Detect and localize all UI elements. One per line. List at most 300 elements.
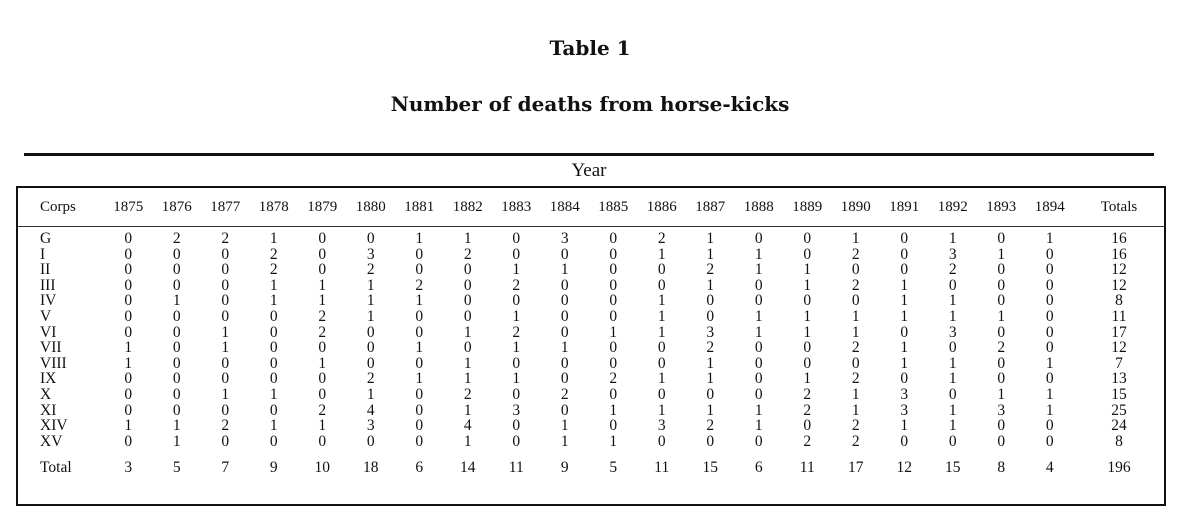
value-cell: 0 [415, 245, 424, 263]
value-cell: 0 [997, 417, 1006, 435]
value-cell: 1 [415, 339, 424, 357]
corps-cell: G [40, 230, 52, 247]
table-row [18, 403, 1164, 419]
value-cell: 1 [269, 230, 278, 247]
table-row [18, 418, 1164, 434]
table-row [18, 278, 1164, 294]
value-cell: 0 [124, 432, 133, 450]
value-cell: 3 [366, 245, 375, 263]
value-cell: 1 [657, 401, 666, 419]
value-cell: 3 [900, 401, 909, 419]
value-cell: 1 [463, 432, 472, 450]
value-cell: 0 [124, 261, 133, 279]
value-cell: 1 [366, 385, 375, 403]
value-cell: 0 [269, 401, 278, 419]
header-year: 1891 [889, 198, 920, 215]
value-cell: 2 [318, 307, 327, 325]
header-year: 1882 [452, 198, 483, 215]
value-cell: 1 [512, 307, 521, 325]
header-year: 1892 [937, 198, 968, 215]
value-cell: 2 [415, 276, 424, 294]
row-total-cell: 25 [1111, 401, 1127, 419]
value-cell: 0 [1045, 370, 1054, 388]
footer-value-cell: 4 [1045, 459, 1054, 477]
value-cell: 1 [269, 276, 278, 294]
row-total-cell: 12 [1111, 339, 1127, 357]
row-total-cell: 7 [1115, 354, 1123, 372]
value-cell: 2 [657, 230, 666, 247]
value-cell: 0 [803, 339, 812, 357]
header-corps: Corps [40, 198, 76, 215]
value-cell: 1 [803, 276, 812, 294]
value-cell: 0 [415, 354, 424, 372]
row-total-cell: 8 [1115, 292, 1123, 310]
value-cell: 1 [560, 261, 569, 279]
value-cell: 0 [415, 261, 424, 279]
footer-value-cell: 11 [508, 459, 524, 477]
value-cell: 2 [463, 385, 472, 403]
footer-value-cell: 18 [363, 459, 379, 477]
value-cell: 0 [997, 292, 1006, 310]
table-title: Number of deaths from horse-kicks [390, 92, 790, 116]
value-cell: 0 [221, 245, 230, 263]
value-cell: 1 [851, 401, 860, 419]
value-cell: 3 [900, 385, 909, 403]
value-cell: 1 [657, 245, 666, 263]
value-cell: 0 [124, 276, 133, 294]
value-cell: 1 [657, 370, 666, 388]
value-cell: 0 [609, 307, 618, 325]
value-cell: 1 [754, 401, 763, 419]
value-cell: 0 [997, 370, 1006, 388]
value-cell: 1 [851, 230, 860, 247]
row-total-cell: 15 [1111, 385, 1127, 403]
value-cell: 1 [172, 292, 181, 310]
footer-value-cell: 11 [799, 459, 815, 477]
value-cell: 0 [754, 230, 763, 247]
corps-cell: III [40, 276, 56, 294]
value-cell: 0 [609, 261, 618, 279]
value-cell: 0 [560, 292, 569, 310]
value-cell: 1 [900, 307, 909, 325]
value-cell: 0 [415, 323, 424, 341]
value-cell: 0 [172, 323, 181, 341]
row-total-cell: 12 [1111, 276, 1127, 294]
value-cell: 0 [948, 385, 957, 403]
value-cell: 0 [609, 339, 618, 357]
value-cell: 1 [463, 323, 472, 341]
value-cell: 1 [706, 245, 715, 263]
footer-value-cell: 17 [848, 459, 864, 477]
value-cell: 0 [609, 292, 618, 310]
value-cell: 1 [366, 276, 375, 294]
row-total-cell: 8 [1115, 432, 1123, 450]
value-cell: 0 [221, 307, 230, 325]
value-cell: 1 [754, 245, 763, 263]
value-cell: 0 [124, 385, 133, 403]
value-cell: 2 [706, 339, 715, 357]
header-year: 1880 [355, 198, 386, 215]
value-cell: 0 [366, 432, 375, 450]
header-year: 1884 [549, 198, 580, 215]
value-cell: 0 [172, 339, 181, 357]
value-cell: 0 [415, 401, 424, 419]
value-cell: 0 [851, 261, 860, 279]
value-cell: 0 [609, 230, 618, 247]
value-cell: 0 [609, 417, 618, 435]
value-cell: 1 [803, 370, 812, 388]
value-cell: 0 [803, 245, 812, 263]
corps-cell: XI [40, 401, 57, 419]
row-total-cell: 11 [1111, 307, 1127, 325]
footer-value-cell: 9 [269, 459, 278, 477]
value-cell: 1 [318, 276, 327, 294]
value-cell: 1 [948, 401, 957, 419]
total-row [18, 449, 1164, 483]
value-cell: 1 [318, 417, 327, 435]
value-cell: 0 [366, 354, 375, 372]
corps-cell: VI [40, 323, 57, 341]
value-cell: 0 [706, 385, 715, 403]
value-cell: 1 [706, 276, 715, 294]
value-cell: 4 [366, 401, 375, 419]
value-cell: 0 [318, 385, 327, 403]
table-row [18, 227, 1164, 247]
value-cell: 3 [512, 401, 521, 419]
grand-total-cell: 196 [1107, 459, 1131, 477]
value-cell: 0 [997, 261, 1006, 279]
value-cell: 0 [754, 292, 763, 310]
value-cell: 1 [900, 276, 909, 294]
value-cell: 1 [1045, 385, 1054, 403]
header-year: 1885 [598, 198, 629, 215]
value-cell: 1 [415, 230, 424, 247]
value-cell: 0 [1045, 432, 1054, 450]
value-cell: 0 [803, 417, 812, 435]
header-year: 1889 [792, 198, 823, 215]
value-cell: 0 [512, 230, 521, 247]
value-cell: 0 [172, 261, 181, 279]
value-cell: 1 [415, 370, 424, 388]
value-cell: 1 [366, 292, 375, 310]
value-cell: 0 [318, 432, 327, 450]
value-cell: 1 [463, 401, 472, 419]
footer-value-cell: 6 [754, 459, 763, 477]
header-year: 1876 [161, 198, 192, 215]
value-cell: 0 [657, 432, 666, 450]
value-cell: 0 [609, 245, 618, 263]
value-cell: 1 [657, 292, 666, 310]
value-cell: 0 [415, 307, 424, 325]
value-cell: 2 [803, 401, 812, 419]
value-cell: 1 [900, 339, 909, 357]
value-cell: 2 [851, 245, 860, 263]
value-cell: 0 [1045, 417, 1054, 435]
value-cell: 0 [609, 385, 618, 403]
value-cell: 0 [657, 339, 666, 357]
value-cell: 1 [948, 230, 957, 247]
value-cell: 2 [366, 370, 375, 388]
value-cell: 0 [415, 385, 424, 403]
header-year: 1887 [695, 198, 726, 215]
header-year: 1879 [307, 198, 338, 215]
value-cell: 1 [948, 292, 957, 310]
corps-cell: X [40, 385, 52, 403]
value-cell: 0 [900, 230, 909, 247]
value-cell: 1 [1045, 230, 1054, 247]
header-year: 1888 [743, 198, 774, 215]
footer-value-cell: 5 [172, 459, 181, 477]
value-cell: 0 [318, 370, 327, 388]
footer-value-cell: 12 [896, 459, 912, 477]
value-cell: 1 [318, 292, 327, 310]
value-cell: 1 [221, 339, 230, 357]
value-cell: 0 [269, 339, 278, 357]
value-cell: 0 [754, 276, 763, 294]
value-cell: 0 [269, 354, 278, 372]
row-total-cell: 13 [1111, 370, 1127, 388]
header-totals: Totals [1100, 198, 1138, 215]
value-cell: 1 [609, 323, 618, 341]
value-cell: 1 [657, 307, 666, 325]
value-cell: 0 [754, 354, 763, 372]
footer-value-cell: 15 [945, 459, 961, 477]
value-cell: 0 [221, 370, 230, 388]
value-cell: 3 [657, 417, 666, 435]
value-cell: 1 [269, 417, 278, 435]
value-cell: 2 [997, 339, 1006, 357]
row-total-cell: 16 [1111, 230, 1127, 247]
table-row [18, 293, 1164, 309]
value-cell: 1 [1045, 401, 1054, 419]
value-cell: 0 [415, 417, 424, 435]
value-cell: 0 [463, 276, 472, 294]
value-cell: 0 [463, 292, 472, 310]
value-cell: 2 [366, 261, 375, 279]
table-row [18, 340, 1164, 356]
value-cell: 1 [512, 339, 521, 357]
value-cell: 1 [948, 370, 957, 388]
value-cell: 0 [463, 339, 472, 357]
value-cell: 0 [172, 385, 181, 403]
header-row [18, 188, 1164, 227]
value-cell: 0 [221, 401, 230, 419]
value-cell: 1 [463, 230, 472, 247]
footer-value-cell: 3 [124, 459, 133, 477]
value-cell: 3 [948, 245, 957, 263]
value-cell: 0 [754, 339, 763, 357]
value-cell: 0 [366, 339, 375, 357]
corps-cell: II [40, 261, 51, 279]
value-cell: 0 [221, 354, 230, 372]
footer-value-cell: 14 [460, 459, 476, 477]
value-cell: 0 [657, 385, 666, 403]
value-cell: 0 [948, 339, 957, 357]
value-cell: 3 [948, 323, 957, 341]
value-cell: 0 [269, 323, 278, 341]
corps-cell: VII [40, 339, 62, 357]
table-row [18, 262, 1164, 278]
value-cell: 1 [560, 417, 569, 435]
value-cell: 0 [900, 245, 909, 263]
row-total-cell: 16 [1111, 245, 1127, 263]
value-cell: 1 [948, 307, 957, 325]
value-cell: 0 [997, 432, 1006, 450]
value-cell: 0 [997, 230, 1006, 247]
value-cell: 1 [221, 323, 230, 341]
corps-cell: V [40, 307, 52, 325]
value-cell: 4 [463, 417, 472, 435]
header-year: 1881 [404, 198, 435, 215]
value-cell: 0 [124, 370, 133, 388]
value-cell: 1 [997, 385, 1006, 403]
value-cell: 2 [948, 261, 957, 279]
value-cell: 3 [706, 323, 715, 341]
value-cell: 2 [512, 323, 521, 341]
value-cell: 1 [997, 307, 1006, 325]
value-cell: 0 [706, 432, 715, 450]
value-cell: 0 [124, 245, 133, 263]
header-year: 1894 [1034, 198, 1065, 215]
value-cell: 2 [221, 230, 230, 247]
value-cell: 1 [803, 261, 812, 279]
table-row [18, 309, 1164, 325]
value-cell: 0 [997, 276, 1006, 294]
value-cell: 0 [512, 245, 521, 263]
value-cell: 0 [318, 230, 327, 247]
value-cell: 0 [366, 230, 375, 247]
value-cell: 0 [124, 230, 133, 247]
value-cell: 1 [366, 307, 375, 325]
value-cell: 0 [318, 245, 327, 263]
value-cell: 1 [754, 307, 763, 325]
value-cell: 1 [706, 401, 715, 419]
value-cell: 0 [900, 432, 909, 450]
corps-cell: VIII [40, 354, 67, 372]
value-cell: 1 [851, 385, 860, 403]
row-total-cell: 24 [1111, 417, 1127, 435]
value-cell: 1 [221, 385, 230, 403]
value-cell: 1 [124, 354, 133, 372]
value-cell: 0 [706, 307, 715, 325]
value-cell: 0 [754, 370, 763, 388]
table-row [18, 247, 1164, 263]
value-cell: 2 [851, 339, 860, 357]
value-cell: 0 [1045, 245, 1054, 263]
value-cell: 2 [706, 261, 715, 279]
value-cell: 1 [415, 292, 424, 310]
value-cell: 1 [754, 323, 763, 341]
header-year: 1878 [258, 198, 289, 215]
value-cell: 2 [609, 370, 618, 388]
value-cell: 0 [1045, 276, 1054, 294]
value-cell: 1 [803, 307, 812, 325]
value-cell: 0 [851, 354, 860, 372]
value-cell: 0 [512, 417, 521, 435]
value-cell: 0 [172, 401, 181, 419]
value-cell: 0 [803, 292, 812, 310]
value-cell: 1 [803, 323, 812, 341]
value-cell: 2 [318, 323, 327, 341]
header-year: 1893 [986, 198, 1017, 215]
value-cell: 1 [948, 417, 957, 435]
value-cell: 0 [706, 292, 715, 310]
value-cell: 0 [803, 354, 812, 372]
value-cell: 1 [269, 385, 278, 403]
value-cell: 3 [366, 417, 375, 435]
value-cell: 2 [851, 417, 860, 435]
value-cell: 0 [560, 245, 569, 263]
header-year: 1883 [501, 198, 532, 215]
value-cell: 2 [269, 245, 278, 263]
value-cell: 0 [560, 354, 569, 372]
value-cell: 1 [948, 354, 957, 372]
value-cell: 1 [706, 230, 715, 247]
value-cell: 2 [851, 432, 860, 450]
value-cell: 0 [512, 354, 521, 372]
value-cell: 1 [851, 307, 860, 325]
value-cell: 0 [269, 432, 278, 450]
value-cell: 0 [221, 432, 230, 450]
value-cell: 0 [124, 323, 133, 341]
row-total-cell: 12 [1111, 261, 1127, 279]
value-cell: 0 [754, 432, 763, 450]
value-cell: 1 [900, 417, 909, 435]
header-year: 1877 [210, 198, 241, 215]
value-cell: 1 [706, 370, 715, 388]
value-cell: 1 [609, 432, 618, 450]
value-cell: 0 [221, 276, 230, 294]
footer-value-cell: 5 [609, 459, 618, 477]
table-body [18, 227, 1164, 449]
value-cell: 1 [172, 432, 181, 450]
value-cell: 0 [657, 276, 666, 294]
row-total-cell: 17 [1111, 323, 1127, 341]
table-row [18, 356, 1164, 372]
footer-value-cell: 15 [702, 459, 718, 477]
value-cell: 0 [221, 292, 230, 310]
value-cell: 0 [172, 354, 181, 372]
corps-cell: IV [40, 292, 57, 310]
value-cell: 0 [609, 276, 618, 294]
header-year: 1875 [113, 198, 144, 215]
value-cell: 2 [172, 230, 181, 247]
corps-cell: I [40, 245, 46, 263]
value-cell: 0 [803, 230, 812, 247]
value-cell: 1 [560, 432, 569, 450]
footer-value-cell: 10 [314, 459, 330, 477]
table-row [18, 325, 1164, 341]
value-cell: 2 [851, 276, 860, 294]
value-cell: 0 [124, 401, 133, 419]
value-cell: 0 [512, 432, 521, 450]
value-cell: 1 [851, 323, 860, 341]
value-cell: 0 [172, 370, 181, 388]
corps-cell: XV [40, 432, 63, 450]
value-cell: 2 [318, 401, 327, 419]
value-cell: 1 [124, 339, 133, 357]
value-cell: 1 [172, 417, 181, 435]
value-cell: 2 [803, 432, 812, 450]
value-cell: 1 [997, 245, 1006, 263]
value-cell: 0 [560, 276, 569, 294]
value-cell: 1 [657, 323, 666, 341]
value-cell: 0 [997, 323, 1006, 341]
value-cell: 1 [900, 354, 909, 372]
value-cell: 1 [463, 370, 472, 388]
value-cell: 0 [609, 354, 618, 372]
value-cell: 2 [851, 370, 860, 388]
